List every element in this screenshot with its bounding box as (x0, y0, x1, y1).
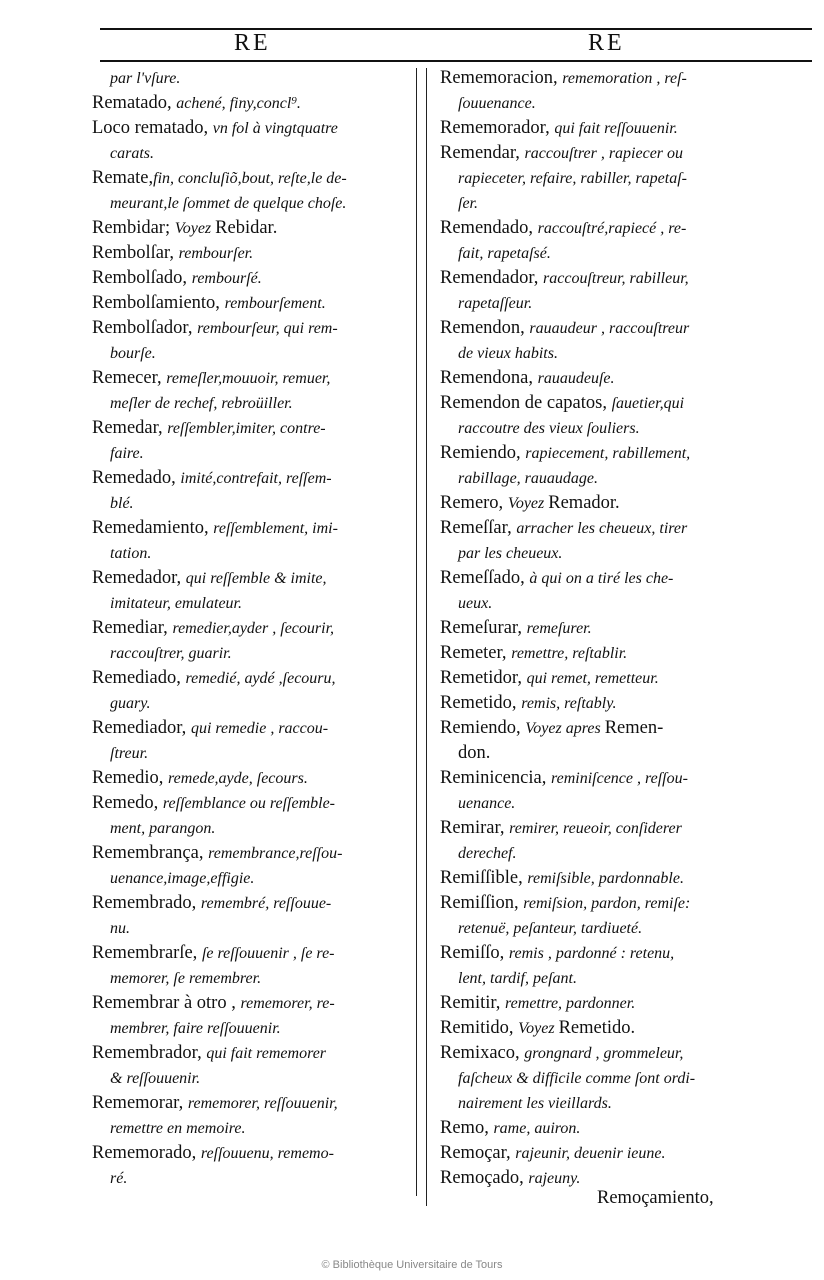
dictionary-line (92, 1091, 410, 1116)
gloss: achené, finy,concl⁹. (176, 95, 301, 112)
headword: Rembolſamiento, (92, 293, 225, 313)
gloss: ueux. (458, 595, 493, 612)
right-running-head: RE (588, 30, 625, 56)
dictionary-line (92, 991, 410, 1016)
headword: Remembrarſe, (92, 943, 202, 963)
dictionary-line (92, 816, 410, 841)
headword-ref: Rebidar. (215, 218, 278, 238)
dictionary-line (440, 316, 815, 341)
dictionary-line (92, 491, 410, 516)
headword: Remate, (92, 168, 154, 188)
headword: Remembrar à otro , (92, 993, 241, 1013)
gloss: bourſe. (110, 345, 156, 362)
dictionary-line (92, 1016, 410, 1041)
gloss: rembourſer. (178, 245, 254, 262)
right-column (440, 66, 815, 1191)
gloss: uenance,image,effigie. (110, 870, 255, 887)
dictionary-line (92, 866, 410, 891)
dictionary-line (92, 941, 410, 966)
gloss: remedié, aydé ,ſecouru, (185, 670, 336, 687)
dictionary-line (440, 466, 815, 491)
dictionary-line (92, 266, 410, 291)
dictionary-line (92, 341, 410, 366)
dictionary-line (92, 316, 410, 341)
headword: Remoçar, (440, 1143, 516, 1163)
headword: Remedado, (92, 468, 181, 488)
headword: Remero, (440, 493, 508, 513)
gloss: rajeuny. (528, 1170, 581, 1187)
headword: Remirar, (440, 818, 510, 838)
headword: Remendona, (440, 368, 538, 388)
headword-ref: don. (458, 743, 491, 763)
headword: Remo, (440, 1118, 494, 1138)
headword: Remedador, (92, 568, 186, 588)
headword: Remediar, (92, 618, 173, 638)
headword: Reminicencia, (440, 768, 551, 788)
gloss: rapieceter, refaire, rabiller, rapetaſ- (458, 170, 687, 187)
headword: Remendar, (440, 143, 525, 163)
gloss: rabillage, rauaudage. (458, 470, 598, 487)
dictionary-line (440, 966, 815, 991)
dictionary-line (92, 191, 410, 216)
gloss: par l'vſure. (110, 70, 181, 87)
gloss: & reſſouuenir. (110, 1070, 201, 1087)
dictionary-line (440, 616, 815, 641)
dictionary-line (440, 416, 815, 441)
dictionary-line (92, 166, 410, 191)
gloss: faire. (110, 445, 144, 462)
headword: Remitido, (440, 1018, 519, 1038)
catchword: Remoçamiento, (597, 1188, 714, 1208)
left-running-head: RE (234, 30, 271, 56)
gloss: qui fait rememorer (206, 1045, 327, 1062)
gloss: rembourſé. (191, 270, 262, 287)
gloss: remettre, reſtablir. (511, 645, 628, 662)
headword: Remedo, (92, 793, 163, 813)
gloss: remis, reſtably. (521, 695, 617, 712)
gloss: rembourſement. (224, 295, 326, 312)
headword: Remixaco, (440, 1043, 525, 1063)
dictionary-line (440, 216, 815, 241)
gloss: reſſemblance ou reſſemble- (162, 795, 335, 812)
dictionary-line (440, 541, 815, 566)
dictionary-line (440, 716, 815, 741)
headword: Rememorador, (440, 118, 555, 138)
headword: Remetidor, (440, 668, 527, 688)
gloss: rembourſeur, qui rem- (197, 320, 338, 337)
gloss: raccouſtreur, rabilleur, (543, 270, 689, 287)
dictionary-line (92, 516, 410, 541)
headword: Remitir, (440, 993, 506, 1013)
gloss: remembrance,reſſou- (208, 845, 343, 862)
headword: Remembrado, (92, 893, 201, 913)
gloss: faſcheux & difficile comme ſont ordi- (458, 1070, 696, 1087)
dictionary-line (440, 566, 815, 591)
gloss: qui reſſemble & imite, (185, 570, 327, 587)
left-column (92, 66, 410, 1191)
dictionary-line (440, 166, 815, 191)
gloss: ſe reſſouuenir , ſe re- (201, 945, 335, 962)
gloss: ſouuenance. (458, 95, 536, 112)
headword: Remecer, (92, 368, 167, 388)
gloss: carats. (110, 145, 154, 162)
dictionary-line (440, 591, 815, 616)
dictionary-line (440, 766, 815, 791)
gloss: reſſouuenu, rememo- (200, 1145, 334, 1162)
dictionary-line (440, 866, 815, 891)
gloss: blé. (110, 495, 134, 512)
gloss: reſſembler,imiter, contre- (167, 420, 326, 437)
dictionary-line (440, 91, 815, 116)
headword: Remedar, (92, 418, 168, 438)
gloss: membrer, faire reſſouuenir. (110, 1020, 281, 1037)
dictionary-line (440, 741, 815, 766)
headword: Remediador, (92, 718, 191, 738)
gloss: rememoration , reſ- (562, 70, 687, 87)
headword: Rememorado, (92, 1143, 201, 1163)
gloss: remis , pardonné : retenu, (508, 945, 675, 962)
dictionary-line (92, 766, 410, 791)
gloss: tation. (110, 545, 152, 562)
dictionary-line (92, 1166, 410, 1191)
gloss: remeſurer. (526, 620, 592, 637)
gloss: rame, auiron. (493, 1120, 581, 1137)
gloss: vn fol à vingtquatre (212, 120, 338, 137)
headword: Remoçado, (440, 1168, 529, 1188)
dictionary-line (440, 1066, 815, 1091)
dictionary-line (92, 916, 410, 941)
dictionary-line (92, 366, 410, 391)
dictionary-line (440, 891, 815, 916)
gloss: remirer, reueoir, conſiderer (509, 820, 682, 837)
headword-ref: Remetido. (558, 1018, 636, 1038)
gloss: memorer, ſe remembrer. (110, 970, 262, 987)
dictionary-line (440, 791, 815, 816)
gloss: ſauetier,qui (611, 395, 685, 412)
gloss: Voyez (174, 220, 216, 237)
dictionary-line (440, 141, 815, 166)
gloss: de vieux habits. (458, 345, 558, 362)
gloss: rememorer, re- (240, 995, 335, 1012)
gloss: guary. (110, 695, 151, 712)
dictionary-line (92, 591, 410, 616)
headword: Remedamiento, (92, 518, 214, 538)
dictionary-line (92, 116, 410, 141)
headword: Loco rematado, (92, 118, 213, 138)
dictionary-line (440, 1016, 815, 1041)
dictionary-line (440, 841, 815, 866)
headword: Remembrador, (92, 1043, 207, 1063)
headword: Remedio, (92, 768, 169, 788)
dictionary-line (92, 291, 410, 316)
gloss: remettre en memoire. (110, 1120, 246, 1137)
dictionary-line (440, 441, 815, 466)
gloss: remeſler,mouuoir, remuer, (166, 370, 331, 387)
headword: Remediado, (92, 668, 186, 688)
gloss: retenuë, peſanteur, tardiueté. (458, 920, 643, 937)
dictionary-line (440, 516, 815, 541)
gloss: imité,contrefait, reſſem- (180, 470, 332, 487)
dictionary-line (92, 691, 410, 716)
dictionary-line (440, 291, 815, 316)
headword: Remiſſo, (440, 943, 509, 963)
dictionary-line (92, 541, 410, 566)
dictionary-line (440, 391, 815, 416)
headword: Rembolſado, (92, 268, 192, 288)
dictionary-line (440, 341, 815, 366)
column-divider-outer (416, 68, 417, 1196)
dictionary-line (440, 816, 815, 841)
dictionary-line (92, 141, 410, 166)
headword-ref: Remador. (548, 493, 620, 513)
dictionary-line (92, 1066, 410, 1091)
gloss: remedier,ayder , ſecourir, (172, 620, 335, 637)
dictionary-line (92, 666, 410, 691)
headword: Rembolſador, (92, 318, 198, 338)
dictionary-line (92, 791, 410, 816)
gloss: fin, concluſiõ,bout, reſte,le de- (153, 170, 347, 187)
dictionary-line (92, 1141, 410, 1166)
dictionary-line (440, 991, 815, 1016)
column-divider-inner (426, 68, 427, 1206)
dictionary-line (440, 116, 815, 141)
header-bottom-rule (100, 60, 812, 62)
dictionary-line (92, 1041, 410, 1066)
headword: Remeter, (440, 643, 512, 663)
dictionary-line (92, 641, 410, 666)
headword: Remetido, (440, 693, 522, 713)
gloss: Voyez apres (525, 720, 605, 737)
dictionary-line (92, 216, 410, 241)
dictionary-line (92, 66, 410, 91)
gloss: grongnard , grommeleur, (524, 1045, 684, 1062)
gloss: rememorer, reſſouuenir, (187, 1095, 338, 1112)
gloss: Voyez (518, 1020, 559, 1037)
headword-ref: Remen- (604, 718, 664, 738)
dictionary-line (92, 741, 410, 766)
gloss: raccoutre des vieux ſouliers. (458, 420, 640, 437)
gloss: remiſsion, pardon, remiſe: (523, 895, 691, 912)
dictionary-line (440, 1091, 815, 1116)
headword: Remembrança, (92, 843, 209, 863)
gloss: reſſemblement, imi- (213, 520, 338, 537)
dictionary-line (440, 66, 815, 91)
gloss: à qui on a tiré les che- (529, 570, 674, 587)
gloss: rauaudeuſe. (537, 370, 615, 387)
dictionary-line (440, 916, 815, 941)
headword: Remendado, (440, 218, 538, 238)
dictionary-line (440, 266, 815, 291)
dictionary-line (440, 191, 815, 216)
footer-credit: © Bibliothèque Universitaire de Tours (321, 1259, 503, 1271)
gloss: meurant,le ſommet de quelque choſe. (110, 195, 347, 212)
gloss: remettre, pardonner. (505, 995, 636, 1012)
headword: Remiſſion, (440, 893, 524, 913)
gloss: raccouſtrer, guarir. (110, 645, 232, 662)
gloss: imitateur, emulateur. (110, 595, 242, 612)
dictionary-line (92, 416, 410, 441)
gloss: remembré, reſſouue- (200, 895, 332, 912)
dictionary-line (92, 966, 410, 991)
gloss: par les cheueux. (458, 545, 563, 562)
dictionary-line (440, 1141, 815, 1166)
gloss: derechef. (458, 845, 517, 862)
dictionary-line (92, 891, 410, 916)
dictionary-line (440, 941, 815, 966)
dictionary-line (92, 841, 410, 866)
gloss: rauaudeur , raccouſtreur (529, 320, 690, 337)
dictionary-line (440, 241, 815, 266)
gloss: ſtreur. (110, 745, 149, 762)
dictionary-line (440, 1041, 815, 1066)
gloss: remede,ayde, ſecours. (168, 770, 308, 787)
headword: Rembidar; (92, 218, 175, 238)
headword: Remiſſible, (440, 868, 528, 888)
headword: Rembolſar, (92, 243, 179, 263)
dictionary-line (440, 1116, 815, 1141)
gloss: ment, parangon. (110, 820, 216, 837)
dictionary-line (92, 716, 410, 741)
dictionary-line (440, 691, 815, 716)
headword: Remeſſar, (440, 518, 517, 538)
gloss: nairement les vieillards. (458, 1095, 612, 1112)
gloss: remiſsible, pardonnable. (527, 870, 684, 887)
headword: Remendon de capatos, (440, 393, 612, 413)
headword: Remendador, (440, 268, 544, 288)
gloss: lent, tardif, peſant. (458, 970, 577, 987)
headword: Remiendo, (440, 443, 526, 463)
gloss: fait, rapetaſsé. (458, 245, 551, 262)
dictionary-line (92, 466, 410, 491)
header-top-rule (100, 28, 812, 30)
gloss: rajeunir, deuenir ieune. (515, 1145, 666, 1162)
headword: Remendon, (440, 318, 530, 338)
dictionary-line (440, 641, 815, 666)
dictionary-line (92, 616, 410, 641)
gloss: rapiecement, rabillement, (525, 445, 691, 462)
headword: Rememorar, (92, 1093, 188, 1113)
dictionary-line (92, 91, 410, 116)
gloss: uenance. (458, 795, 516, 812)
dictionary-line (92, 391, 410, 416)
gloss: ſer. (458, 195, 478, 212)
dictionary-line (440, 491, 815, 516)
headword: Rememoracion, (440, 68, 563, 88)
gloss: reminiſcence , reſſou- (550, 770, 688, 787)
gloss: qui remedie , raccou- (190, 720, 329, 737)
dictionary-line (92, 1116, 410, 1141)
gloss: qui fait reſſouuenir. (554, 120, 678, 137)
dictionary-line (92, 441, 410, 466)
gloss: qui remet, remetteur. (526, 670, 659, 687)
headword: Remeſſado, (440, 568, 530, 588)
gloss: arracher les cheueux, tirer (516, 520, 688, 537)
dictionary-line (440, 366, 815, 391)
gloss: rapetaſſeur. (458, 295, 533, 312)
gloss: Voyez (507, 495, 549, 512)
headword: Rematado, (92, 93, 177, 113)
gloss: nu. (110, 920, 130, 937)
headword: Remeſurar, (440, 618, 527, 638)
dictionary-line (440, 666, 815, 691)
dictionary-line (92, 241, 410, 266)
gloss: raccouſtré,rapiecé , re- (537, 220, 687, 237)
headword: Remiendo, (440, 718, 526, 738)
dictionary-line (92, 566, 410, 591)
gloss: raccouſtrer , rapiecer ou (524, 145, 684, 162)
gloss: meſler de rechef, rebroüiller. (110, 395, 293, 412)
gloss: ré. (110, 1170, 128, 1187)
